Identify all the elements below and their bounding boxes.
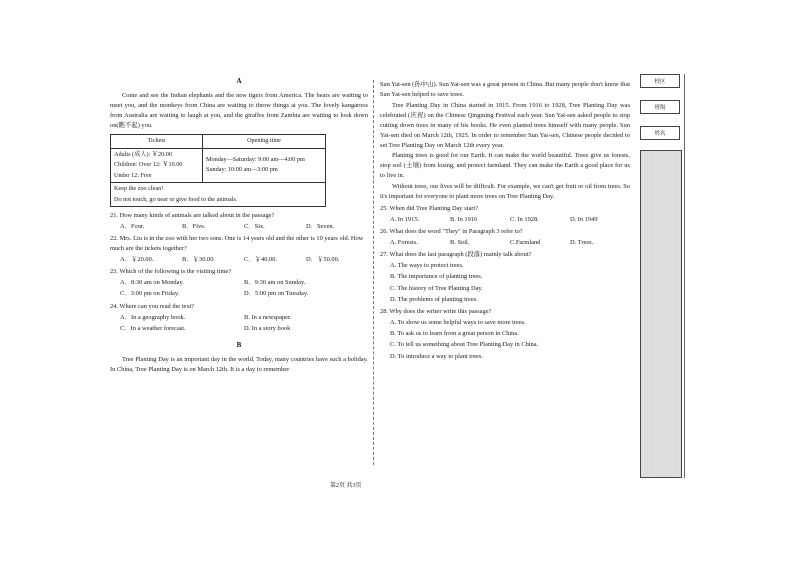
section-b-questions — [380, 204, 630, 362]
answer-option[interactable]: A. In 1915. — [390, 215, 420, 223]
question-stem: 21. How many kinds of animals are talked about in the passage? — [110, 212, 275, 220]
page-number: 第2页 共3页 — [330, 483, 362, 489]
answer-option[interactable]: B. In 1916 — [450, 215, 478, 223]
opening-time-line: Sunday: 10:00 am—3:00 pm — [206, 166, 278, 174]
question-stem: 28. Why does the writer write this passage? — [380, 308, 492, 316]
answer-option[interactable]: B. The importance of planting trees. — [390, 273, 483, 281]
zoo-ticket-table — [110, 134, 326, 208]
answer-option[interactable]: B．9:30 am on Sunday. — [244, 279, 306, 287]
question-item — [380, 204, 630, 225]
question-item — [380, 227, 630, 248]
ticket-price-line: Children: Over 12: ￥10.00 — [114, 161, 183, 169]
campus-field[interactable] — [640, 74, 680, 88]
right-column — [380, 80, 630, 362]
answer-option[interactable]: A．￥20.00. — [120, 256, 154, 264]
campus-label: 校区 — [654, 79, 666, 85]
answer-option[interactable]: A．8:30 am on Monday. — [120, 279, 184, 287]
answer-option[interactable]: D. Trees. — [570, 239, 594, 247]
answer-options — [110, 221, 368, 232]
answer-option[interactable]: D. In 1949 — [570, 215, 598, 223]
answer-option[interactable]: D. In a story book — [244, 324, 291, 332]
answer-option[interactable]: B. To ask us to learn from a great person in China. — [390, 330, 519, 338]
question-stem: 24. Where can you read the text? — [110, 302, 195, 310]
answer-options — [380, 260, 630, 305]
question-stem: 26. What does the word "They" in Paragraph 3 refer to? — [380, 228, 523, 236]
answer-option[interactable]: C.Farmland — [510, 239, 541, 247]
section-a-title: A — [236, 77, 242, 85]
answer-option[interactable]: A. The ways to protect trees. — [390, 262, 464, 270]
answer-option[interactable]: C. In 1928. — [510, 215, 539, 223]
answer-option[interactable]: A．In a geography book. — [120, 313, 186, 321]
name-field[interactable] — [640, 126, 680, 140]
opening-time-header: Opening time — [203, 134, 326, 148]
question-item — [380, 307, 630, 362]
passage-paragraph: Sun Yat-sen (孙中山). Sun Yat-sen was a great person in China. But many people don't know that Sun Yat-sen helped to save trees. — [380, 81, 630, 98]
question-stem: 23. Which of the following is the visiting time? — [110, 268, 232, 276]
answer-option[interactable]: D．Seven. — [306, 223, 335, 231]
question-item — [110, 302, 368, 334]
answer-option[interactable]: B．Five. — [182, 223, 206, 231]
name-label: 姓名 — [654, 131, 666, 137]
answer-option[interactable]: C．Six. — [244, 223, 265, 231]
ticket-prices-cell — [111, 148, 203, 183]
answer-option[interactable]: D．5:00 pm on Tuesday. — [244, 290, 309, 298]
class-field[interactable] — [640, 100, 680, 114]
section-b-title: B — [236, 341, 242, 350]
answer-options — [380, 214, 630, 225]
question-item — [110, 234, 368, 265]
zoo-intro-paragraph: Come and see the Indian elephants and the new tigers from America. The bears are waiting to meet you, and the monkeys from China are waiting to throw things at you. The lovely kangaroos from Australia are waiting to laugh at you, and the giraffes from Zambia are waiting to look down on(瞧不起) you. — [110, 91, 368, 129]
answer-option[interactable]: D. To introduce a way to plant trees. — [390, 352, 483, 360]
question-stem: 25. When did Tree Planting Day start? — [380, 205, 479, 213]
answer-option[interactable]: A．Four. — [120, 223, 145, 231]
class-label: 班级 — [654, 105, 666, 111]
answer-option[interactable]: A. Forests. — [390, 239, 418, 247]
question-stem: 27. What does the last paragraph (段落) mainly talk about? — [380, 251, 532, 259]
answer-option[interactable]: B. Soil. — [450, 239, 470, 247]
binding-line — [684, 74, 685, 478]
opening-times-cell — [203, 148, 326, 183]
answer-options — [110, 254, 368, 265]
answer-option[interactable]: C．3:00 pm on Friday. — [120, 290, 180, 298]
answer-option[interactable]: C．￥40.00. — [244, 256, 278, 264]
column-divider — [373, 80, 374, 465]
answer-options — [110, 312, 368, 334]
student-info-panel — [640, 74, 680, 140]
ticket-price-line: Under 12: Free — [114, 171, 152, 179]
zoo-notice-cell — [111, 183, 326, 207]
answer-option[interactable]: A. To show us some helpful ways to save more trees. — [390, 318, 526, 326]
notice-line: Keep the zoo clean! — [114, 185, 164, 193]
passage-paragraph: Tree Planting Day in China started in 1915. From 1916 to 1928, Tree Planting Day was celebrated (庆祝) on the Chinese Qingming Festival each year. Sun Yat-sen asked people to stop cutting down trees in many of his books. He even planted trees himself with many people. Sun Yat-sen died on March 12th, 1925. In order to remember Sun Yat-sen, Chinese people decided to set Tree Planting Day on March 12th every year. — [380, 101, 630, 149]
answer-options — [380, 317, 630, 362]
section-a-questions — [110, 211, 368, 334]
sealed-binding-area — [640, 150, 682, 478]
passage-paragraph: Without trees, our lives will be difficult. For example, we can't get fruit or oil from trees. So it's important for everyone to plant more trees on Tree Planting Day. — [380, 183, 630, 201]
answer-option[interactable]: B. In a newspaper. — [244, 313, 292, 321]
answer-options — [380, 237, 630, 248]
answer-option[interactable]: D. The problems of planting trees. — [390, 295, 478, 303]
left-column — [110, 74, 368, 376]
question-stem: 22. Mrs. Liu is in the zoo with her two sons. One is 14 years old and the other is 10 years old. How much are the tickets together? — [110, 235, 364, 253]
answer-option[interactable]: C. To tell us something about Tree Planting Day in China. — [390, 341, 539, 349]
question-item — [380, 250, 630, 305]
passage-paragraph: Planting trees is good for our Earth. It can make the world beautiful. Trees give us forests, stop soil (土壤) from losing, and protect farmland. They can make the Earth a good place for us to live in. — [380, 152, 630, 180]
notice-line: Do not touch, go near or give food to the animals. — [114, 195, 238, 203]
section-b-opening-paragraph: Tree Planting Day is an important day in the world. Today, many countries have such a holiday. In China, Tree Planting Day is on March 12th. It is a day to remember — [110, 355, 368, 373]
question-item — [110, 267, 368, 299]
tickets-header: Tickets — [111, 134, 203, 148]
answer-option[interactable]: C．In a weather forecast. — [120, 324, 186, 332]
answer-option[interactable]: C. The history of Tree Planting Day. — [390, 284, 483, 292]
answer-option[interactable]: B．￥30.00. — [182, 256, 216, 264]
opening-time-line: Monday—Saturday: 9:00 am—4:00 pm — [206, 155, 305, 163]
ticket-price-line: Adults (成人): ￥20.00 — [114, 150, 172, 158]
question-item — [110, 211, 368, 232]
answer-options — [110, 277, 368, 299]
answer-option[interactable]: D．￥50.00. — [306, 256, 340, 264]
